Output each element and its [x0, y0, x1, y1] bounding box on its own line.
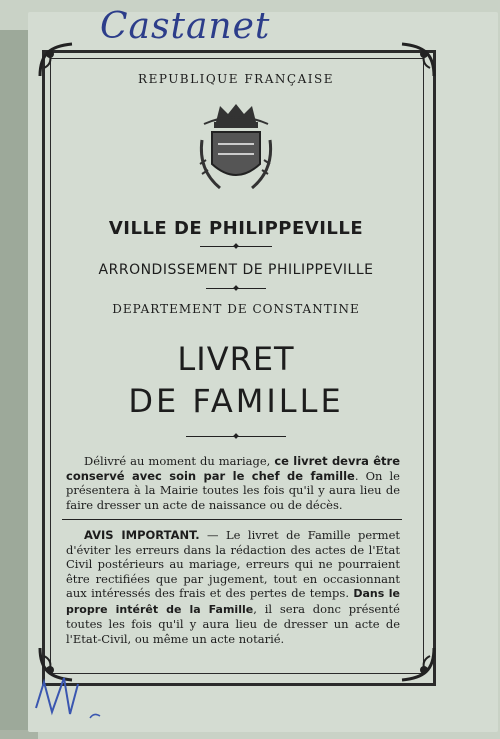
handwritten-name: Castanet	[100, 6, 271, 47]
intro-text-end: . On le présentera à la Mairie toutes les fois qu'il y aura lieu de faire dresser un acte de naissance ou de décès.	[66, 468, 400, 512]
title-line-1: LIVRET	[177, 340, 295, 378]
section-divider	[62, 519, 402, 520]
city-crest-emblem	[196, 100, 276, 200]
avis-text: — Le livret de Famille permet d'éviter les erreurs dans la rédaction des actes de l'Etat Civil postérieurs au mariage, erreurs qui ne pourraient être rectifiées que par jugement, tout en occasionnant aux intéressés des frais et des pertes de temps.	[66, 528, 400, 600]
city-name: VILLE DE PHILIPPEVILLE	[108, 218, 364, 239]
handwritten-mark	[30, 668, 120, 728]
departement-line: DEPARTEMENT DE CONSTANTINE	[112, 302, 360, 316]
intro-bold-text: ce livret devra être conservé avec soin par le chef de famille	[66, 454, 400, 483]
arrondissement-line: ARRONDISSEMENT DE PHILIPPEVILLE	[98, 262, 374, 278]
republique-heading: REPUBLIQUE FRANÇAISE	[138, 72, 334, 86]
avis-bold-text: Dans le propre intérêt de la Famille	[66, 587, 400, 616]
title-line-2: DE FAMILLE	[128, 382, 344, 420]
intro-text: Délivré au moment du mariage,	[84, 454, 275, 468]
corner-ornament-bottom-right	[398, 644, 438, 684]
avis-label: AVIS IMPORTANT.	[84, 528, 200, 542]
intro-paragraph	[66, 454, 400, 512]
avis-text-end: , il sera donc présenté toutes les fois qu'il y aura lieu de dresser un acte de l'Etat-Civil, ou même un acte notarié.	[66, 601, 400, 646]
avis-paragraph	[66, 528, 400, 646]
